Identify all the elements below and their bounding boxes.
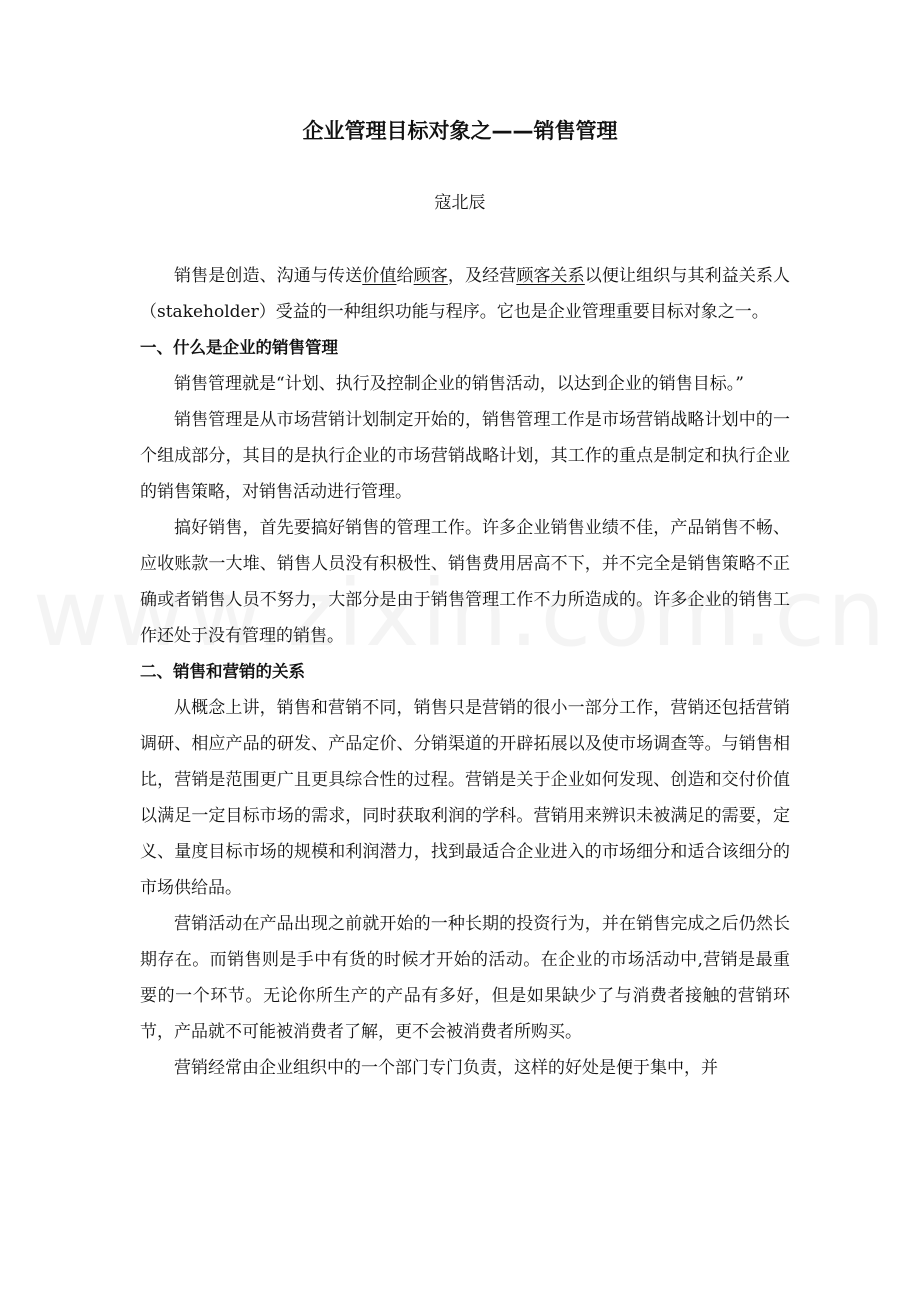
- section-1-paragraph-3: 搞好销售，首先要搞好销售的管理工作。许多企业销售业绩不佳，产品销售不畅、应收账款一大堆、销售人员没有积极性、销售费用居高不下，并不完全是销售策略不正确或者销售人员不努力，大部分是由于销售管理工作不力所造成的。许多企业的销售工作还处于没有管理的销售。: [140, 518, 790, 646]
- intro-text-3: ，及经营: [447, 266, 517, 286]
- link-customer[interactable]: 顾客: [413, 266, 448, 286]
- section-1-paragraph-1: 销售管理就是“计划、执行及控制企业的销售活动，以达到企业的销售目标。”: [174, 374, 744, 394]
- section-2-paragraph-3: 营销经常由企业组织中的一个部门专门负责，这样的好处是便于集中，并: [174, 1058, 718, 1078]
- intro-paragraph: [140, 258, 790, 330]
- document-title: 企业管理目标对象之——销售管理: [302, 119, 618, 143]
- section-heading-1: 一、什么是企业的销售管理: [140, 338, 338, 357]
- intro-text-2: 给: [396, 266, 414, 286]
- section-2-paragraph-2: 营销活动在产品出现之前就开始的一种长期的投资行为，并在销售完成之后仍然长期存在。而销售则是手中有货的时候才开始的活动。在企业的市场活动中,营销是最重要的一个环节。无论你所生产的产品有多好，但是如果缺少了与消费者接触的营销环节，产品就不可能被消费者了解，更不会被消费者所购买。: [140, 914, 790, 1042]
- intro-text-4: 以便让组织与其利益关系人（stakeholder）受益的一种组织功能与程序。它也是企业管理重要目标对象之一。: [140, 266, 791, 322]
- document-author: 寇北辰: [434, 193, 486, 213]
- intro-text-1: 销售是创造、沟通与传送: [174, 266, 363, 286]
- link-customer-relationship[interactable]: 顾客关系: [516, 266, 585, 286]
- section-2-paragraph-1: 从概念上讲，销售和营销不同，销售只是营销的很小一部分工作，营销还包括营销调研、相应产品的研发、产品定价、分销渠道的开辟拓展以及使市场调查等。与销售相比，营销是范围更广且更具综合性的过程。营销是关于企业如何发现、创造和交付价值以满足一定目标市场的需求，同时获取利润的学科。营销用来辨识未被满足的需要，定义、量度目标市场的规模和利润潜力，找到最适合企业进入的市场细分和适合该细分的市场供给品。: [140, 698, 790, 898]
- section-heading-2: 二、销售和营销的关系: [140, 662, 305, 681]
- section-1-paragraph-2: 销售管理是从市场营销计划制定开始的，销售管理工作是市场营销战略计划中的一个组成部分，其目的是执行企业的市场营销战略计划，其工作的重点是制定和执行企业的销售策略，对销售活动进行管理。: [140, 410, 790, 502]
- document-body: [140, 258, 790, 1086]
- link-value[interactable]: 价值: [362, 266, 397, 286]
